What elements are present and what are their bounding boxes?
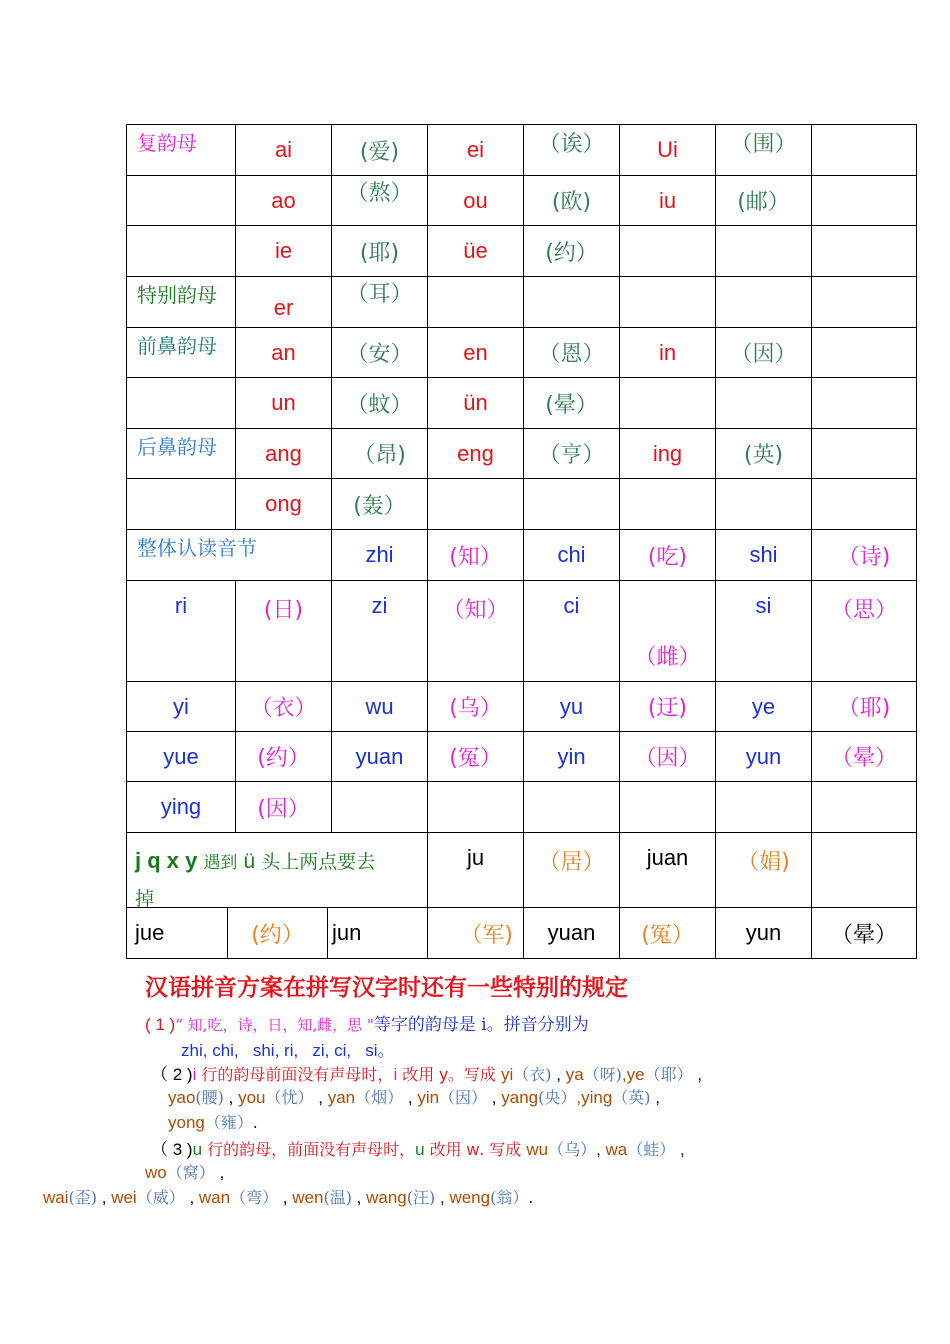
front-nasal-label: 前鼻韵母 [126,327,235,377]
rule-2-char: （呀) [583,1065,622,1084]
rule-2-char: （雍） [204,1113,253,1132]
char-ing: (英) [715,428,811,478]
empty-cell [427,276,523,327]
empty-cell [619,781,715,832]
rules-title: 汉语拼音方案在拼写汉字时还有一些特别的规定 [145,975,628,1001]
rule-3-number: （ 3 ) [151,1140,193,1159]
pinyin-table [126,124,916,958]
empty-cell [715,781,811,832]
whole-syllables-label: 整体认读音节 [126,529,331,580]
char-juan: （娟) [715,832,811,907]
rule-3-text: . 写成 [479,1140,527,1159]
empty-cell [811,124,916,175]
rule-3-wu: wu [526,1140,549,1159]
empty-cell [619,377,715,428]
char-ai: (爱) [331,124,427,175]
rule-2-text: 改用 [397,1065,440,1084]
char-yi: （衣） [235,681,331,731]
rule-2-yan: yan [327,1088,356,1107]
syllable-yue: yue [126,731,235,781]
syllable-chi: chi [523,529,619,580]
syllable-un: un [235,377,331,428]
rule-2-i: i [393,1065,398,1084]
rule-2-char: （英) [612,1088,651,1107]
rule-2-char: （耶） [644,1065,693,1084]
syllable-in: in [619,327,715,377]
syllable-eng: eng [427,428,523,478]
char-zi: （知） [427,580,523,681]
rule-2-ya: ya [565,1065,584,1084]
syllable-ju: ju [427,832,523,907]
jqxy-text3: 掉 [135,888,155,910]
syllable-ci: ci [523,580,619,681]
char-ye: （耶) [811,681,916,731]
char-yu: (迂) [619,681,715,731]
rule-2-char: （烟） [355,1088,404,1107]
syllable-vn: ün [427,377,523,428]
char-shi: （诗) [811,529,916,580]
rule-2-ying: ,ying [576,1088,613,1107]
rule-2-char: （忧） [265,1088,314,1107]
syllable-ie: ie [235,225,331,276]
rule-1 [145,1010,589,1035]
syllable-er: er [235,276,331,327]
empty-cell [715,225,811,276]
empty-cell [811,781,916,832]
special-final-label: 特别韵母 [126,276,235,327]
rule-1-item: ri, [284,1041,299,1060]
syllable-zhi: zhi [331,529,427,580]
char-ui: （围） [715,124,811,175]
syllable-yi: yi [126,681,235,731]
rule-1-list [181,1036,395,1061]
rule-2-char: (央） [538,1088,577,1107]
rule-2-number: （ 2 ) [151,1065,193,1084]
syllable-wu: wu [331,681,427,731]
back-nasal-label: 后鼻韵母 [126,428,235,478]
syllable-ye: ye [715,681,811,731]
empty-cell [715,276,811,327]
empty-cell [811,175,916,225]
rule-3-u: u [415,1140,425,1159]
rule-3-text: 行的韵母，前面没有声母时， [202,1140,416,1159]
char-ao: （熬） [331,175,427,225]
jqxy-text2: 头上两点要去 [261,851,376,873]
rule-1-number: ( 1 ) [145,1015,176,1034]
syllable-yuan: yuan [331,731,427,781]
rule-3-wai: wai [43,1188,69,1207]
rule-3-char: （蛙） [627,1140,676,1159]
empty-cell [619,225,715,276]
rule-2-ye: ,ye [621,1065,645,1084]
rule-2-char: （因） [439,1088,488,1107]
rule-1-quote: “ 知,吃，诗，日，知,雌，思 " [175,1016,374,1034]
rule-3-wa: wa [605,1140,628,1159]
syllable-yun: yun [715,731,811,781]
rule-2-yang: yang [501,1088,539,1107]
rule-1-item: ci, [334,1041,352,1060]
rule-3-char: (歪) [68,1188,98,1207]
rule-2-line2: yao(腰) , you（忧） , yan（烟） , yin（因） , yang(央）,ying（英) , [168,1088,660,1107]
char-yuan: (冤） [427,731,523,781]
char-yue: (约） [235,731,331,781]
char-wu: (乌） [427,681,523,731]
rule-2-yong: yong [168,1113,205,1132]
rule-3-wei: wei [111,1188,137,1207]
char-zhi: (知） [427,529,523,580]
empty-cell [523,478,619,529]
syllable-shi: shi [715,529,811,580]
char-yun2: （晕） [811,907,916,958]
empty-cell [523,781,619,832]
rule-2-text: 。写成 [447,1065,501,1084]
syllable-ao: ao [235,175,331,225]
rule-2-yao: yao [168,1088,196,1107]
syllable-juan: juan [619,832,715,907]
syllable-yin: yin [523,731,619,781]
rule-2-i: i [192,1065,197,1084]
rule-3-w: w [466,1140,480,1159]
rule-2: （ 2 )i 行的韵母前面没有声母时，i 改用 y。写成 yi（衣) , ya（呀),ye（耶） , [151,1065,703,1084]
syllable-jue: jue [126,907,227,958]
rule-3-line2: wo（窝） , [145,1163,225,1182]
rule-2-yi: yi [501,1065,514,1084]
char-un: （蚊） [331,377,427,428]
char-ang: （昂) [331,428,427,478]
char-iu: (邮） [715,175,811,225]
rule-3-u: u [192,1140,203,1159]
char-yin: （因） [619,731,715,781]
rule-3-char: （威） [136,1188,185,1207]
empty-cell [811,377,916,428]
rule-1-item: chi, [212,1041,239,1060]
empty-cell [427,781,523,832]
syllable-si: si [715,580,811,681]
rule-2-y: y [439,1065,448,1084]
char-si: （思） [811,580,916,681]
syllable-ai: ai [235,124,331,175]
char-an: （安） [331,327,427,377]
rule-3-text: 改用 [424,1140,467,1159]
char-vn: (晕） [523,377,619,428]
rule-1-text: 等字的韵母是 i。拼音分别为 [373,1015,589,1035]
rule-3-char: (翁） [490,1188,529,1207]
char-yun: （晕） [811,731,916,781]
rule-1-item: zhi, [181,1041,208,1060]
rule-3-char: （乌） [548,1140,597,1159]
rule-3-line3: wai(歪) , wei（威） , wan（弯） , wen(温) , wang(汪) , weng(翁）. [43,1188,534,1207]
rule-3-wang: wang [366,1188,407,1207]
char-ue: (约） [523,225,619,276]
char-jun: （军) [427,907,523,958]
rule-3-char: （弯） [230,1188,279,1207]
empty-cell [811,832,916,907]
rule-3-weng: weng [449,1188,491,1207]
rule-2-text: 行的韵母前面没有声母时， [196,1065,394,1084]
empty-cell [811,327,916,377]
jqxy-text1: 遇到 [203,853,238,873]
syllable-yuan2: yuan [523,907,619,958]
empty-cell [715,377,811,428]
syllable-ou: ou [427,175,523,225]
empty-cell [523,276,619,327]
empty-cell [126,225,235,276]
syllable-iu: iu [619,175,715,225]
syllable-en: en [427,327,523,377]
char-ri: (日) [235,580,331,681]
char-chi: (吃) [619,529,715,580]
syllable-ui: Ui [619,124,715,175]
rule-2-you: you [238,1088,266,1107]
empty-cell [126,478,235,529]
char-ong: (轰） [331,478,427,529]
rule-3: （ 3 )u 行的韵母，前面没有声母时，u 改用 w. 写成 wu（乌）, wa（蛙） , [151,1140,685,1159]
compound-finals-label: 复韵母 [126,124,235,175]
empty-cell [126,377,235,428]
rule-1-item: shi, [252,1041,280,1060]
char-ci: （雌） [619,580,715,681]
rule-2-line3: yong（雍）. [168,1113,258,1132]
empty-cell [811,478,916,529]
syllable-yun2: yun [715,907,811,958]
jqxy-rule-label [126,832,427,910]
char-ying: (因） [235,781,331,832]
syllable-ang: ang [235,428,331,478]
empty-cell [811,428,916,478]
char-er: （耳） [331,276,427,327]
empty-cell [811,225,916,276]
empty-cell [619,478,715,529]
syllable-zi: zi [331,580,427,681]
syllable-ri: ri [126,580,235,681]
char-yuan2: (冤） [619,907,715,958]
syllable-yu: yu [523,681,619,731]
rule-3-char: (温) [323,1188,352,1207]
char-ie: (耶) [331,225,427,276]
char-in: （因） [715,327,811,377]
rule-2-char: （衣) [513,1065,552,1084]
jqxy-u: ü [243,850,256,873]
empty-cell [126,175,235,225]
rule-3-char: (汪) [406,1188,436,1207]
rule-3-wan: wan [198,1188,231,1207]
syllable-ing: ing [619,428,715,478]
syllable-an: an [235,327,331,377]
char-en: （恩） [523,327,619,377]
rule-3-wen: wen [292,1188,324,1207]
rule-3-wo: wo [145,1163,167,1182]
rule-2-char: (腰) [195,1088,224,1107]
syllable-ong: ong [235,478,331,529]
empty-cell [619,276,715,327]
rule-1-item: zi, [312,1041,330,1060]
char-jue: (约） [227,907,327,958]
rule-2-yin: yin [417,1088,440,1107]
syllable-jun: jun [327,907,427,958]
rule-1-item: si。 [365,1041,395,1060]
empty-cell [331,781,427,832]
char-eng: （亨） [523,428,619,478]
empty-cell [715,478,811,529]
rule-3-char: （窝） [166,1163,215,1182]
char-ou: (欧) [523,175,619,225]
jqxy-letters: j q x y [135,848,198,873]
empty-cell [427,478,523,529]
syllable-ying: ying [126,781,235,832]
syllable-ue: üe [427,225,523,276]
char-ju: （居） [523,832,619,907]
char-ei: （诶） [523,124,619,175]
empty-cell [811,276,916,327]
syllable-ei: ei [427,124,523,175]
